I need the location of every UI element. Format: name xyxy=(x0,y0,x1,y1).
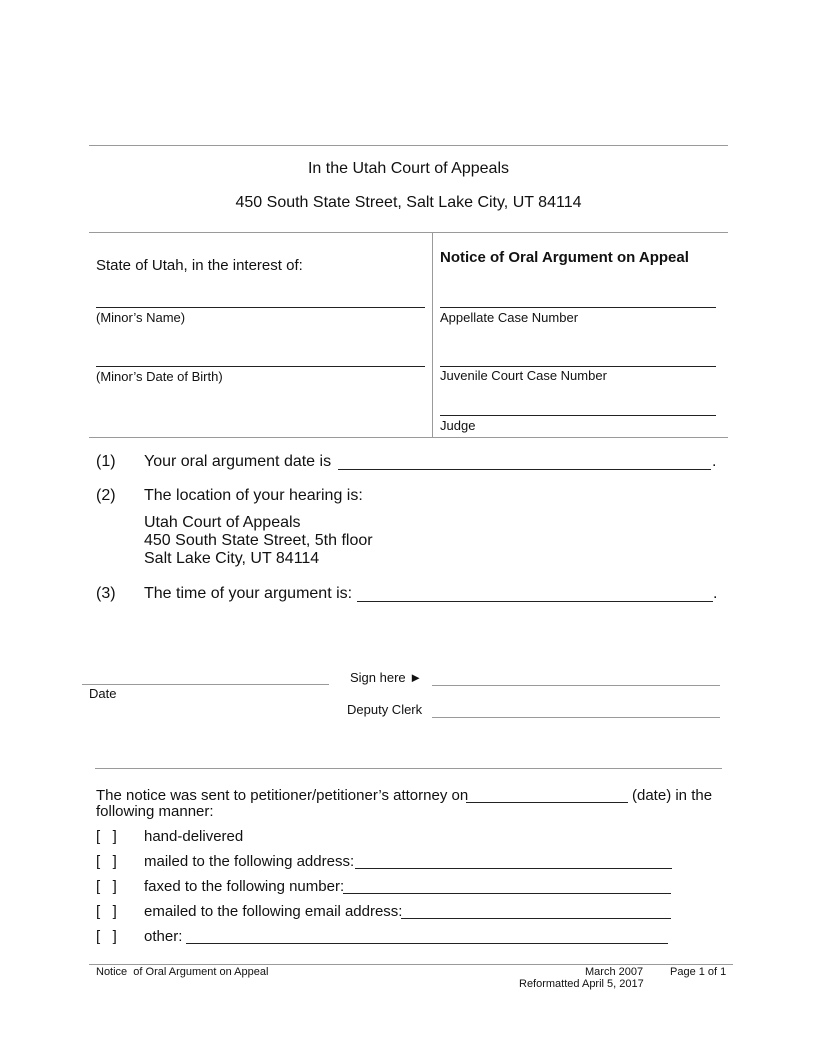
oral-argument-date-field[interactable] xyxy=(338,469,711,470)
minor-name-field[interactable] xyxy=(96,307,425,308)
header-top-rule xyxy=(89,145,728,146)
form-title: Notice of Oral Argument on Appeal xyxy=(440,249,689,266)
juvenile-case-label: Juvenile Court Case Number xyxy=(440,368,607,383)
item-1-number: (1) xyxy=(96,453,116,470)
service-intro-c: following manner: xyxy=(96,803,214,820)
location-line-1: Utah Court of Appeals xyxy=(144,514,301,531)
option-mailed: mailed to the following address: xyxy=(144,853,355,870)
argument-time-field[interactable] xyxy=(357,601,713,602)
other-field[interactable] xyxy=(186,943,668,944)
appellate-case-label: Appellate Case Number xyxy=(440,310,579,325)
mailed-address-field[interactable] xyxy=(355,868,672,869)
footer-title: Notice of Oral Argument on Appeal xyxy=(96,966,269,978)
minor-dob-label: (Minor’s Date of Birth) xyxy=(96,369,223,384)
deputy-clerk-field[interactable] xyxy=(432,717,720,718)
footer-page: Page 1 of 1 xyxy=(670,966,727,978)
service-intro-a: The notice was sent to petitioner/petitioner’s attorney on xyxy=(96,787,469,804)
item-2-text: The location of your hearing is: xyxy=(144,487,363,504)
option-other: other: xyxy=(144,928,183,945)
item-1-text: Your oral argument date is xyxy=(144,453,332,470)
location-line-3: Salt Lake City, UT 84114 xyxy=(144,550,320,567)
caption-divider xyxy=(432,232,433,437)
footer-rule xyxy=(89,964,733,965)
checkbox-faxed[interactable]: [ ] xyxy=(96,878,117,895)
caption-bottom-rule xyxy=(89,437,728,438)
court-name: In the Utah Court of Appeals xyxy=(307,160,509,177)
date-label: Date xyxy=(89,686,117,701)
item-2-number: (2) xyxy=(96,487,116,504)
sign-here-label: Sign here ► xyxy=(350,670,423,685)
signature-field[interactable] xyxy=(432,685,720,686)
fax-number-field[interactable] xyxy=(343,893,671,894)
item-3-number: (3) xyxy=(96,585,116,602)
service-divider xyxy=(95,768,722,769)
option-emailed: emailed to the following email address: xyxy=(144,903,403,920)
court-address: 450 South State Street, Salt Lake City, UT 84114 xyxy=(235,194,582,211)
interest-of-text: State of Utah, in the interest of: xyxy=(96,257,303,274)
appellate-case-field[interactable] xyxy=(440,307,716,308)
footer-date: March 2007 xyxy=(585,966,644,978)
date-field[interactable] xyxy=(82,684,329,685)
deputy-clerk-label: Deputy Clerk xyxy=(347,702,423,717)
location-line-2: 450 South State Street, 5th floor xyxy=(144,532,373,549)
checkbox-mailed[interactable]: [ ] xyxy=(96,853,117,870)
caption-top-rule xyxy=(89,232,728,233)
juvenile-case-field[interactable] xyxy=(440,366,716,367)
judge-label: Judge xyxy=(440,418,476,433)
minor-name-label: (Minor’s Name) xyxy=(96,310,186,325)
item-3-period: . xyxy=(713,585,718,602)
checkbox-other[interactable]: [ ] xyxy=(96,928,117,945)
option-hand-delivered: hand-delivered xyxy=(144,828,244,845)
minor-dob-field[interactable] xyxy=(96,366,425,367)
judge-field[interactable] xyxy=(440,415,716,416)
checkbox-hand-delivered[interactable]: [ ] xyxy=(96,828,117,845)
item-1-period: . xyxy=(712,453,717,470)
footer-reformatted: Reformatted April 5, 2017 xyxy=(519,978,644,990)
service-date-field[interactable] xyxy=(466,802,628,803)
item-3-text: The time of your argument is: xyxy=(144,585,353,602)
email-address-field[interactable] xyxy=(401,918,671,919)
service-intro-b: (date) in the xyxy=(632,787,713,804)
option-faxed: faxed to the following number: xyxy=(144,878,345,895)
checkbox-emailed[interactable]: [ ] xyxy=(96,903,117,920)
